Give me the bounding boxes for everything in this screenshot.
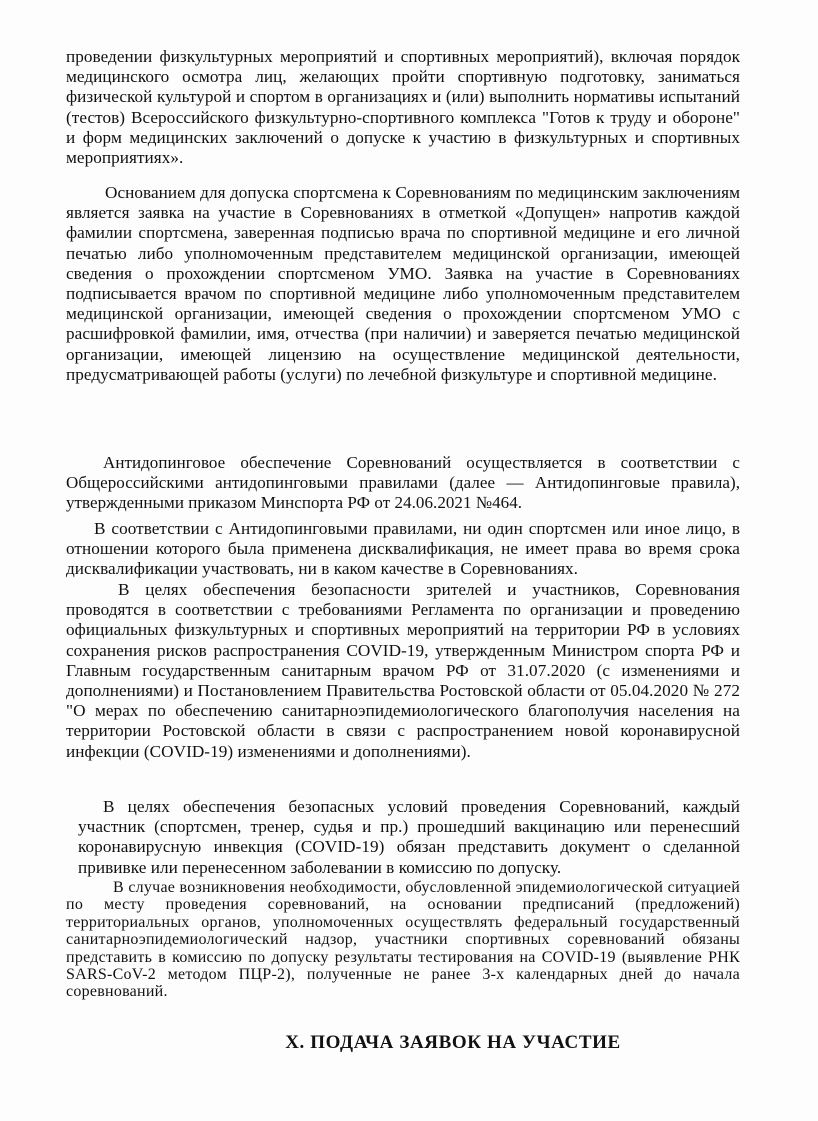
paragraph-covid-regulations: В целях обеспечения безопасности зрителей и участников, Соревнования проводятся в соответствии с требованиями Регламента по организации и проведению официальных физкультурных и спортивных мероприятий на территории РФ в условиях сохранения рисков распространения COVID-19, утвержденным Министром спорта РФ и Главным государственным санитарным врачом РФ от 31.07.2020 (с изменениями и дополнениями) и Постановлением Правительства Ростовской области от 05.04.2020 № 272 "О мерах по обеспечению санитарноэпидемиологического благополучия населения на территории Ростовской области в связи с распространением новой коронавирусной инфекции (COVID-19) изменениями и дополнениями). <box>66 580 740 761</box>
paragraph-disqualification: В соответствии с Антидопинговыми правилами, ни один спортсмен или иное лицо, в отношении которого была применена дисквалификация, не имеет права во время срока дисквалификации участвовать, ни в каком качестве в Соревнованиях. <box>66 519 740 579</box>
paragraph-covid-testing: В случае возникновения необходимости, обусловленной эпидемиологической ситуацией по месту проведения соревнований, на основании предписаний (предложений) территориальных органов, уполномоченных осуществлять федеральный государственный санитарноэпидемиологический надзор, участники спортивных соревнований обязаны представить в комиссию по допуску результаты тестирования на COVID-19 (выявление РНК SARS-CoV-2 методом ПЦР-2), полученные не ранее 3-х календарных дней до начала соревнований. <box>66 879 740 1001</box>
section-heading: X. ПОДАЧА ЗАЯВОК НА УЧАСТИЕ <box>285 1032 621 1053</box>
paragraph-vaccination-document: В целях обеспечения безопасных условий проведения Соревнований, каждый участник (спортсмен, тренер, судья и пр.) прошедший вакцинацию или перенесший коронавирусную инвекция (COVID-19) обязан представить документ о сделанной прививке или перенесенном заболевании в комиссию по допуску. <box>78 797 740 877</box>
paragraph-medical-order-continuation: проведении физкультурных мероприятий и спортивных мероприятий), включая порядок медицинского осмотра лиц, желающих пройти спортивную подготовку, заниматься физической культурой и спортом в организациях и (или) выполнить нормативы испытаний (тестов) Всероссийского физкультурно-спортивного комплекса "Готов к труду и обороне" и форм медицинских заключений о допуске к участию в физкультурных и спортивных мероприятиях». <box>66 47 740 168</box>
paragraph-antidoping-support: Антидопинговое обеспечение Соревнований осуществляется в соответствии с Общероссийскими антидопинговыми правилами (далее — Антидопинговые правила), утвержденными приказом Минспорта РФ от 24.06.2021 №464. <box>66 453 740 513</box>
paragraph-admission-basis: Основанием для допуска спортсмена к Соревнованиям по медицинским заключениям является заявка на участие в Соревнованиях в отметкой «Допущен» напротив каждой фамилии спортсмена, заверенная подписью врача по спортивной медицине и его личной печатью либо уполномоченным представителем медицинской организации, имеющей сведения о прохождении спортсменом УМО. Заявка на участие в Соревнованиях подписывается врачом по спортивной медицине либо уполномоченным представителем медицинской организации, имеющей сведения о прохождении спортсменом УМО с расшифровкой фамилии, имя, отчества (при наличии) и заверяется печатью медицинской организации, имеющей лицензию на осуществление медицинской деятельности, предусматривающей работы (услуги) по лечебной физкультуре и спортивной медицине. <box>66 183 740 384</box>
